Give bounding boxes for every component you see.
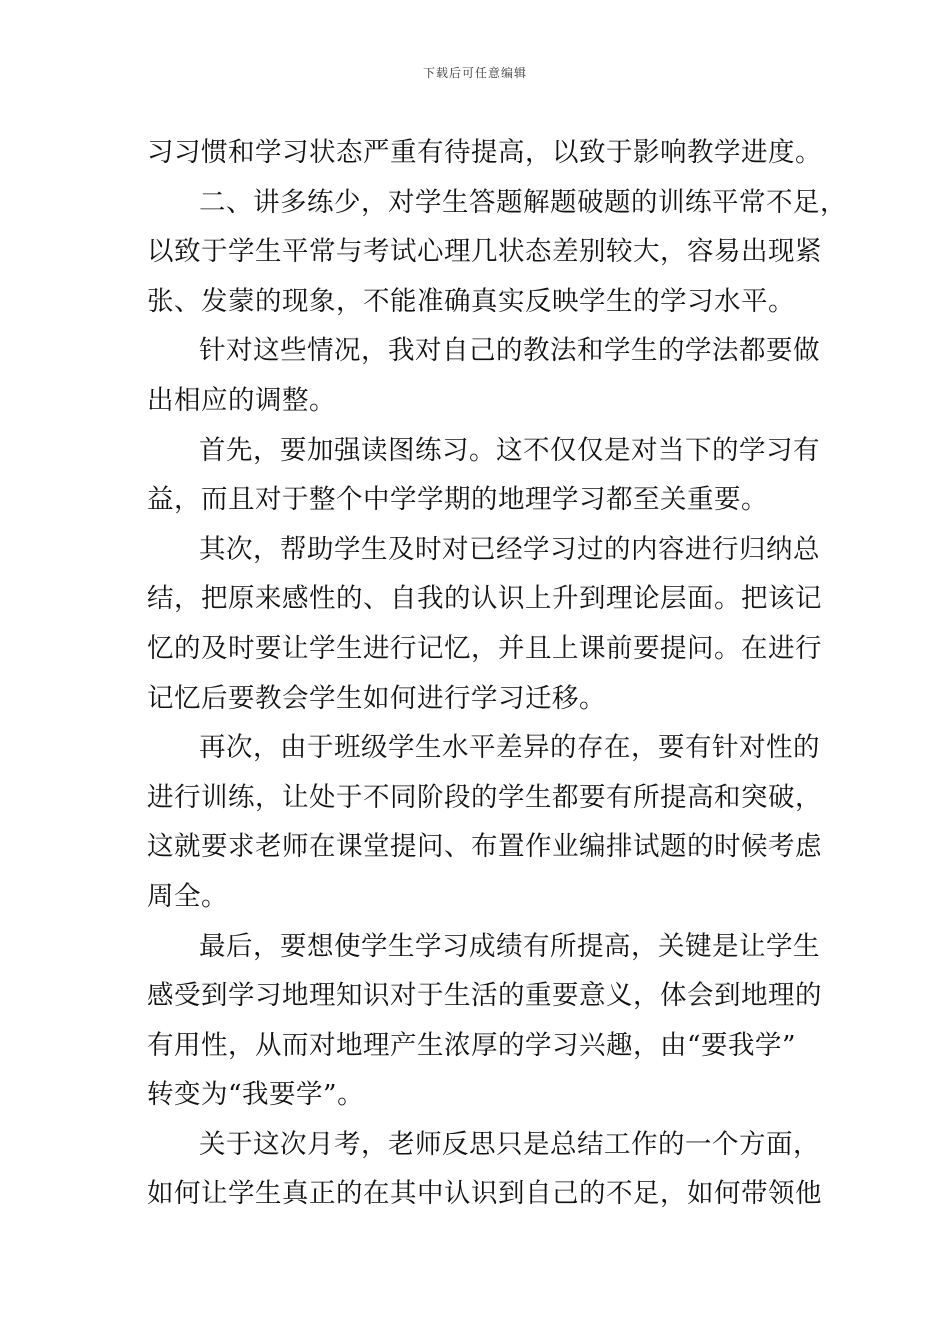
text-line: 有用性，从而对地理产生浓厚的学习兴趣，由“要我学” <box>147 1029 797 1061</box>
text-line: 习习惯和学习状态严重有待提高，以致于影响教学进度。 <box>147 137 822 168</box>
page-header: 下载后可任意编辑 <box>422 66 527 80</box>
paragraph-start-line: 其次，帮助学生及时对已经学习过的内容进行归纳总 <box>199 533 820 565</box>
paragraph-start-line: 最后，要想使学生学习成绩有所提高，关键是让学生 <box>199 930 820 962</box>
text-line: 出相应的调整。 <box>147 384 336 416</box>
text-line: 忆的及时要让学生进行记忆，并且上课前要提问。在进行 <box>147 632 822 664</box>
paragraph-start-line: 关于这次月考，老师反思只是总结工作的一个方面， <box>199 1128 820 1160</box>
text-line: 记忆后要教会学生如何进行学习迁移。 <box>147 682 606 714</box>
text-line: 感受到学习地理知识对于生活的重要意义，体会到地理的 <box>147 980 822 1012</box>
text-line: 益，而且对于整个中学学期的地理学习都至关重要。 <box>147 484 768 516</box>
document-body <box>147 128 847 1219</box>
paragraph-start-line: 首先，要加强读图练习。这不仅仅是对当下的学习有 <box>199 434 820 466</box>
text-line: 如何让学生真正的在其中认识到自己的不足，如何带领他 <box>147 1178 822 1210</box>
text-line: 进行训练，让处于不同阶段的学生都要有所提高和突破， <box>147 781 822 813</box>
paragraph-start-line: 二、讲多练少，对学生答题解题破题的训练平常不足， <box>199 186 847 218</box>
text-line: 这就要求老师在课堂提问、布置作业编排试题的时候考虑 <box>147 831 822 863</box>
text-line: 周全。 <box>147 880 228 912</box>
text-line: 结，把原来感性的、自我的认识上升到理论层面。把该记 <box>147 583 822 615</box>
text-line: 张、发蒙的现象，不能准确真实反映学生的学习水平。 <box>147 285 795 317</box>
text-line: 转变为“我要学”。 <box>147 1079 365 1111</box>
paragraph-start-line: 针对这些情况，我对自己的教法和学生的学法都要做 <box>199 335 820 367</box>
paragraph-start-line: 再次，由于班级学生水平差异的存在，要有针对性的 <box>199 732 820 764</box>
text-line: 以致于学生平常与考试心理几状态差别较大，容易出现紧 <box>147 236 822 268</box>
